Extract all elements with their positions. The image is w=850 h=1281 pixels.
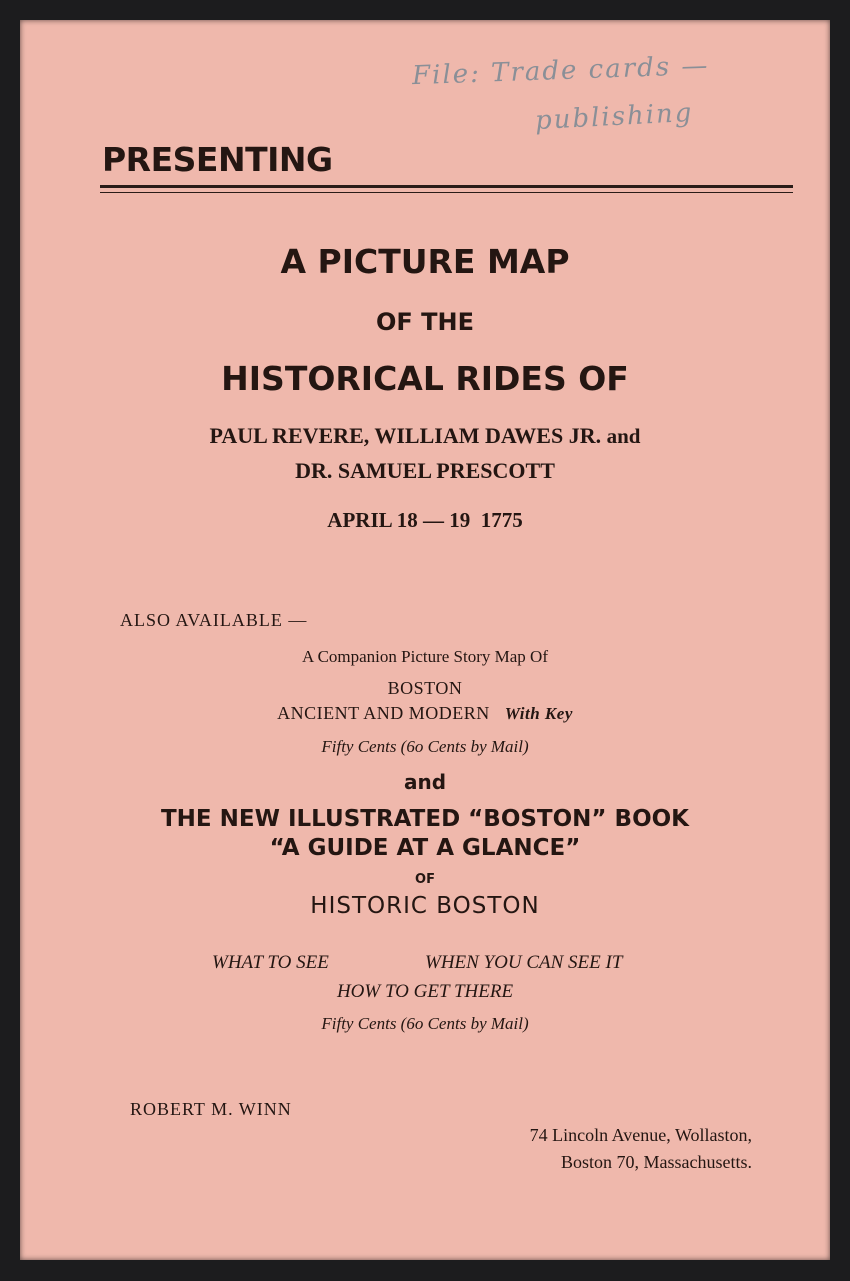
book-title-line4: HISTORIC BOSTON bbox=[310, 893, 540, 919]
riders-line1 bbox=[20, 423, 830, 449]
ride-date: APRIL 18 — 19 1775 bbox=[327, 508, 523, 532]
riders-names: PAUL REVERE, WILLIAM DAWES JR. bbox=[209, 423, 602, 448]
title-line1: A PICTURE MAP bbox=[280, 242, 570, 281]
riders-line2: DR. SAMUEL PRESCOTT bbox=[295, 458, 555, 483]
flyer-page bbox=[20, 20, 830, 1260]
and-text: and bbox=[403, 770, 447, 794]
book-title-line3: OF bbox=[415, 872, 435, 887]
title-line3: HISTORICAL RIDES OF bbox=[221, 359, 629, 398]
ancient-modern-line bbox=[20, 703, 830, 724]
riders-and: and bbox=[606, 424, 641, 448]
also-available-label: ALSO AVAILABLE — bbox=[120, 610, 308, 630]
handwritten-note-line2: publishing bbox=[534, 97, 695, 137]
with-key-text: With Key bbox=[504, 704, 573, 723]
book-title-line1: THE NEW ILLUSTRATED “BOSTON” BOOK bbox=[160, 806, 690, 832]
book-title-line2: “A GUIDE AT A GLANCE” bbox=[269, 835, 581, 861]
header-rule-thick bbox=[100, 185, 793, 188]
when-to-see-text: WHEN YOU CAN SEE IT bbox=[425, 952, 623, 973]
handwritten-note-line1: File: Trade cards — bbox=[411, 50, 710, 92]
title-line2: OF THE bbox=[375, 308, 474, 336]
publisher-address-line1: 74 Lincoln Avenue, Wollaston, bbox=[529, 1125, 752, 1145]
what-to-see-text: WHAT TO SEE bbox=[212, 952, 329, 973]
presenting-heading: PRESENTING bbox=[102, 140, 333, 179]
header-rule-thin bbox=[100, 192, 793, 193]
boston-text: BOSTON bbox=[387, 678, 463, 698]
companion-map-text: A Companion Picture Story Map Of bbox=[301, 647, 548, 666]
map-price: Fifty Cents (6o Cents by Mail) bbox=[321, 737, 529, 756]
ancient-modern-text: ANCIENT AND MODERN bbox=[277, 703, 490, 723]
how-to-get-text: HOW TO GET THERE bbox=[336, 981, 514, 1002]
book-price: Fifty Cents (6o Cents by Mail) bbox=[321, 1014, 529, 1033]
publisher-address-line2: Boston 70, Massachusetts. bbox=[561, 1152, 752, 1172]
publisher-name: ROBERT M. WINN bbox=[130, 1099, 292, 1119]
